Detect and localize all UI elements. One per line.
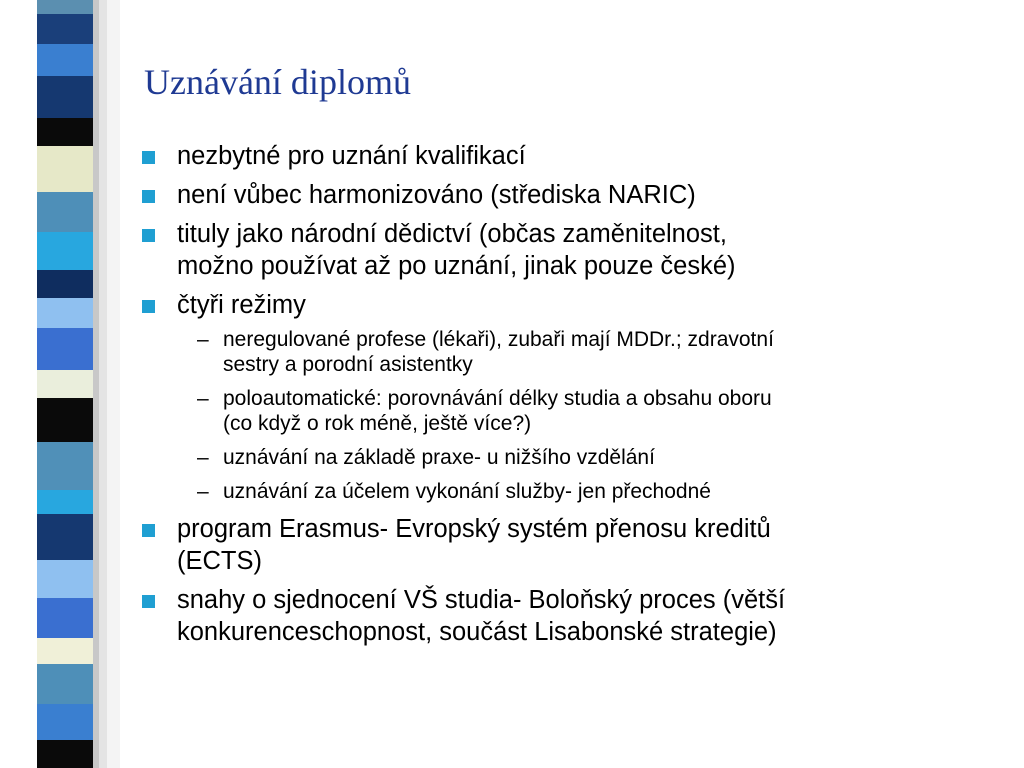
sub-bullet-item [140,479,1010,504]
sub-bullet-text-line: uznávání za účelem vykonání služby- jen přechodné [223,480,711,503]
bullet-text-line: snahy o sjednocení VŠ studia- Boloňský proces (větší [177,586,786,614]
bullet-item [140,179,1010,211]
dash-bullet-icon: – [197,328,209,351]
bullet-text-line: program Erasmus- Evropský systém přenosu kreditů [177,515,771,543]
square-bullet-icon [142,229,155,242]
bullet-list [140,140,1010,655]
bullet-item [140,140,1010,172]
sub-bullet-list [140,327,1010,504]
bullet-text-line: (ECTS) [177,547,262,575]
sub-bullet-text-line: uznávání na základě praxe- u nižšího vzdělání [223,446,655,469]
sub-bullet-item [140,386,1010,436]
square-bullet-icon [142,595,155,608]
sub-bullet-text-line: neregulované profese (lékaři), zubaři mají MDDr.; zdravotní [223,328,774,351]
sub-bullet-item [140,327,1010,377]
bullet-text-line: nezbytné pro uznání kvalifikací [177,142,526,170]
sub-bullet-text-line: sestry a porodní asistentky [223,353,473,376]
bar-stripes [37,0,93,768]
sub-bullet-text-line: poloautomatické: porovnávání délky studia a obsahu oboru [223,387,772,410]
bullet-text-line: konkurenceschopnost, součást Lisabonské strategie) [177,618,777,646]
square-bullet-icon [142,524,155,537]
bullet-text-line: není vůbec harmonizováno (střediska NARIC) [177,181,696,209]
dash-bullet-icon: – [197,480,209,503]
sub-bullet-item [140,445,1010,470]
sub-bullet-text-line: (co když o rok méně, ještě více?) [223,412,532,435]
bullet-item [140,289,1010,321]
decorative-left-bar [0,0,120,768]
square-bullet-icon [142,151,155,164]
dash-bullet-icon: – [197,387,209,410]
bullet-text-line: čtyři režimy [177,291,306,319]
bullet-item [140,513,1010,577]
bullet-item [140,218,1010,282]
slide-title: Uznávání diplomů [144,62,411,102]
square-bullet-icon [142,190,155,203]
dash-bullet-icon: – [197,446,209,469]
bar-shadow [93,0,120,768]
square-bullet-icon [142,300,155,313]
bullet-text-line: možno používat až po uznání, jinak pouze české) [177,252,736,280]
bullet-text-line: tituly jako národní dědictví (občas zaměnitelnost, [177,220,727,248]
bar-border-left [0,0,37,768]
bullet-item [140,584,1010,648]
